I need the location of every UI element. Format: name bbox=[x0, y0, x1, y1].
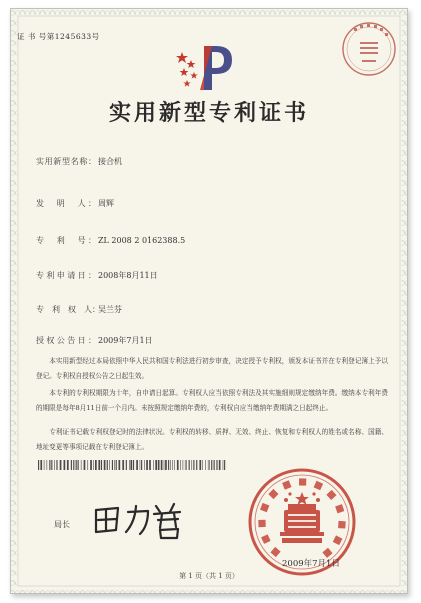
field-value: 周辉 bbox=[98, 199, 114, 208]
field-patent-number bbox=[36, 235, 185, 246]
field-label: 授权公告日： bbox=[36, 336, 96, 345]
body-paragraph-register: 专利证书记载专利权登记时的法律状况。专利权的转移、质押、无效、终止、恢复和专利权人的姓名或名称、国籍、地址变更等事项记载在专利登记簿上。 bbox=[36, 428, 388, 451]
page-footer: 第 1 页（共 1 页） bbox=[179, 572, 239, 580]
field-patentee bbox=[36, 304, 122, 315]
body-paragraph-grant: 本实用新型经过本局依照中华人民共和国专利法进行初步审查，决定授予专利权，颁发本证书并在专利登记簿上予以登记。专利权自授权公告之日起生效。 bbox=[36, 357, 388, 380]
field-value: 2008年8月11日 bbox=[98, 271, 158, 280]
issue-date: 2009年7月1日 bbox=[282, 559, 340, 569]
field-grant-date bbox=[36, 335, 153, 346]
field-inventor bbox=[36, 198, 114, 209]
director-label: 局长 bbox=[54, 520, 70, 529]
sipo-logo-icon bbox=[174, 42, 238, 94]
field-label: 实用新型名称： bbox=[36, 157, 96, 166]
patent-certificate bbox=[10, 8, 408, 594]
field-utility-model-name bbox=[36, 156, 122, 167]
stamp-icon bbox=[340, 20, 398, 78]
field-value: ZL 2008 2 0162388.5 bbox=[98, 236, 186, 245]
signature-icon bbox=[90, 498, 190, 540]
field-label: 专利申请日： bbox=[36, 271, 96, 280]
field-label: 发 明 人： bbox=[36, 199, 96, 208]
field-value: 吴兰芬 bbox=[98, 305, 122, 314]
certificate-number: 证 书 号第1245633号 bbox=[17, 32, 100, 41]
field-label: 专 利 权 人： bbox=[36, 305, 100, 314]
field-application-date bbox=[36, 270, 158, 281]
field-value: 接合机 bbox=[98, 157, 122, 166]
field-value: 2009年7月1日 bbox=[98, 336, 153, 345]
barcode-icon bbox=[38, 460, 228, 470]
document-title: 实用新型专利证书 bbox=[108, 100, 309, 126]
field-label: 专 利 号： bbox=[36, 236, 96, 245]
body-paragraph-term: 本专利的专利权期限为十年，自申请日起算。专利权人应当依照专利法及其实施细则规定缴纳年费。缴纳本专利年费的期限是每年8月11日前一个月内。未按照规定缴纳年费的，专利权自应当缴纳年费期满之日起终止。 bbox=[36, 389, 388, 412]
